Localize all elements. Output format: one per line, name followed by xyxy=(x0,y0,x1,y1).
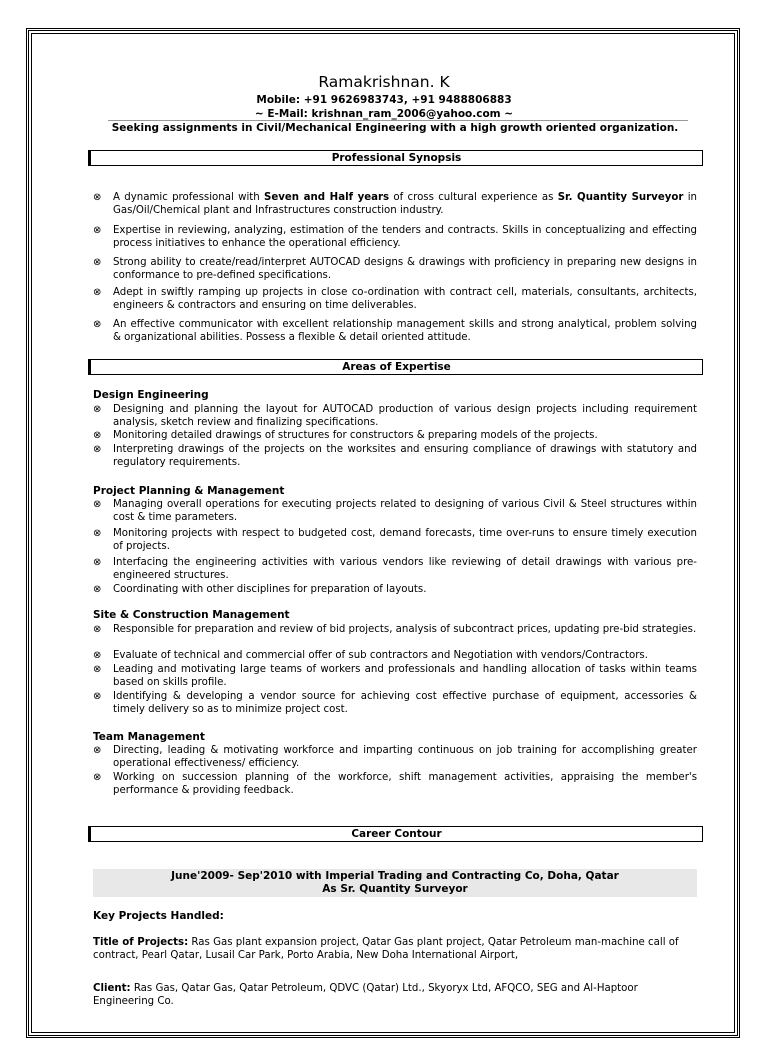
subhead-design-engineering: Design Engineering xyxy=(93,389,209,401)
bullet-icon: ⊗ xyxy=(93,691,102,702)
bullet-icon: ⊗ xyxy=(93,499,102,510)
bullet-icon: ⊗ xyxy=(93,430,102,441)
bullet-icon: ⊗ xyxy=(93,287,102,298)
email-line: ~ E-Mail: krishnan_ram_2006@yahoo.com ~ xyxy=(254,108,514,120)
projects-text: Ras Gas plant expansion project, Qatar Gas plant project, Qatar Petroleum man-machine call of contract, Pearl Qatar, Lusail Car Park, Porto Arabia, New Doha International Airport, xyxy=(93,937,679,961)
list-item: ⊗ Evaluate of technical and commercial offer of sub contractors and Negotiation with vendors/Contractors. xyxy=(93,650,648,661)
section-header-synopsis: Professional Synopsis xyxy=(88,150,703,166)
bullet-icon: ⊗ xyxy=(93,528,102,539)
list-item: ⊗ Interpreting drawings of the projects on the worksites and ensuring compliance of drawings with statutory and regulatory requirements. xyxy=(93,444,697,468)
list-item: ⊗ Directing, leading & motivating workforce and imparting continuous on job training for accomplishing greater operational effectiveness/ efficiency. xyxy=(93,745,697,769)
projects-paragraph xyxy=(93,937,697,963)
bullet-icon: ⊗ xyxy=(93,557,102,568)
list-item: ⊗ Monitoring detailed drawings of structures for constructors & preparing models of the projects. xyxy=(93,430,598,441)
list-item: ⊗ Managing overall operations for executing projects related to designing of various Civil & Steel structures within cost & time parameters. xyxy=(93,499,697,523)
synopsis-bullet-3: ⊗ Strong ability to create/read/interpret AUTOCAD designs & drawings with proficiency in preparing new designs in conformance to pre-defined specifications. xyxy=(93,257,697,281)
objective-statement: Seeking assignments in Civil/Mechanical Engineering with a high growth oriented organization. xyxy=(111,122,679,134)
bullet-icon: ⊗ xyxy=(93,404,102,415)
bullet-icon: ⊗ xyxy=(93,584,102,595)
candidate-name: Ramakrishnan. K xyxy=(318,73,450,91)
list-item: ⊗ Identifying & developing a vendor source for achieving cost effective purchase of equipment, accessories & timely delivery so as to minimize project cost. xyxy=(93,691,697,715)
subhead-project-planning: Project Planning & Management xyxy=(93,485,285,497)
list-item: ⊗ Working on succession planning of the workforce, shift management activities, appraising the member's performance & providing feedback. xyxy=(93,772,697,796)
bullet-icon: ⊗ xyxy=(93,225,102,236)
client-text: Ras Gas, Qatar Gas, Qatar Petroleum, QDVC (Qatar) Ltd., Skyoryx Ltd, AFQCO, SEG and Al-Haptoor Engineering Co. xyxy=(93,983,638,1007)
job-title-box xyxy=(93,869,697,897)
job-employer-line: June'2009- Sep'2010 with Imperial Trading and Contracting Co, Doha, Qatar xyxy=(171,870,619,882)
key-projects-heading: Key Projects Handled: xyxy=(93,910,224,922)
synopsis-bullet-1: ⊗ A dynamic professional with Seven and Half years of cross cultural experience as Sr. Quantity Surveyor in Gas/Oil/Chemical plant and Infrastructures construction industry. xyxy=(93,192,697,216)
mobile-line: Mobile: +91 9626983743, +91 9488806883 xyxy=(256,94,512,106)
list-item: ⊗ Interfacing the engineering activities with various vendors like reviewing of detail drawings with various pre-engineered structures. xyxy=(93,557,697,581)
synopsis-bullet-5: ⊗ An effective communicator with excellent relationship management skills and strong analytical, problem solving & organizational abilities. Possess a flexible & detail oriented attitude. xyxy=(93,319,697,343)
bullet-icon: ⊗ xyxy=(93,650,102,661)
bullet-icon: ⊗ xyxy=(93,772,102,783)
bullet-icon: ⊗ xyxy=(93,444,102,455)
bullet-icon: ⊗ xyxy=(93,664,102,675)
client-paragraph xyxy=(93,983,697,1009)
list-item: ⊗ Monitoring projects with respect to budgeted cost, demand forecasts, time over-runs to ensure timely execution of projects. xyxy=(93,528,697,552)
bullet-icon: ⊗ xyxy=(93,745,102,756)
subhead-site-construction: Site & Construction Management xyxy=(93,609,290,621)
bullet-icon: ⊗ xyxy=(93,624,102,635)
list-item: ⊗ Coordinating with other disciplines for preparation of layouts. xyxy=(93,584,427,595)
bullet-icon: ⊗ xyxy=(93,319,102,330)
synopsis-bullet-2: ⊗ Expertise in reviewing, analyzing, estimation of the tenders and contracts. Skills in conceptualizing and effecting process initiatives to enhance the operational efficiency. xyxy=(93,225,697,249)
projects-label: Title of Projects: xyxy=(93,937,189,948)
list-item: ⊗ Leading and motivating large teams of workers and professionals and handling allocation of tasks within teams based on skills profile. xyxy=(93,664,697,688)
job-role-line: As Sr. Quantity Surveyor xyxy=(322,883,468,895)
list-item: ⊗ Responsible for preparation and review of bid projects, analysis of subcontract prices, updating pre-bid strategies. xyxy=(93,624,697,635)
synopsis-bullet-4: ⊗ Adept in swiftly ramping up projects in close co-ordination with contract cell, materials, consultants, architects, engineers & contractors and ensuring on time deliverables. xyxy=(93,287,697,311)
list-item: ⊗ Designing and planning the layout for AUTOCAD production of various design projects including requirement analysis, sketch review and finalizing specifications. xyxy=(93,404,697,428)
objective-divider xyxy=(108,120,688,121)
client-label: Client: xyxy=(93,983,131,994)
section-header-expertise: Areas of Expertise xyxy=(88,359,703,375)
bullet-icon: ⊗ xyxy=(93,192,102,203)
subhead-team-management: Team Management xyxy=(93,731,205,743)
section-header-career: Career Contour xyxy=(88,826,703,842)
bullet-icon: ⊗ xyxy=(93,257,102,268)
